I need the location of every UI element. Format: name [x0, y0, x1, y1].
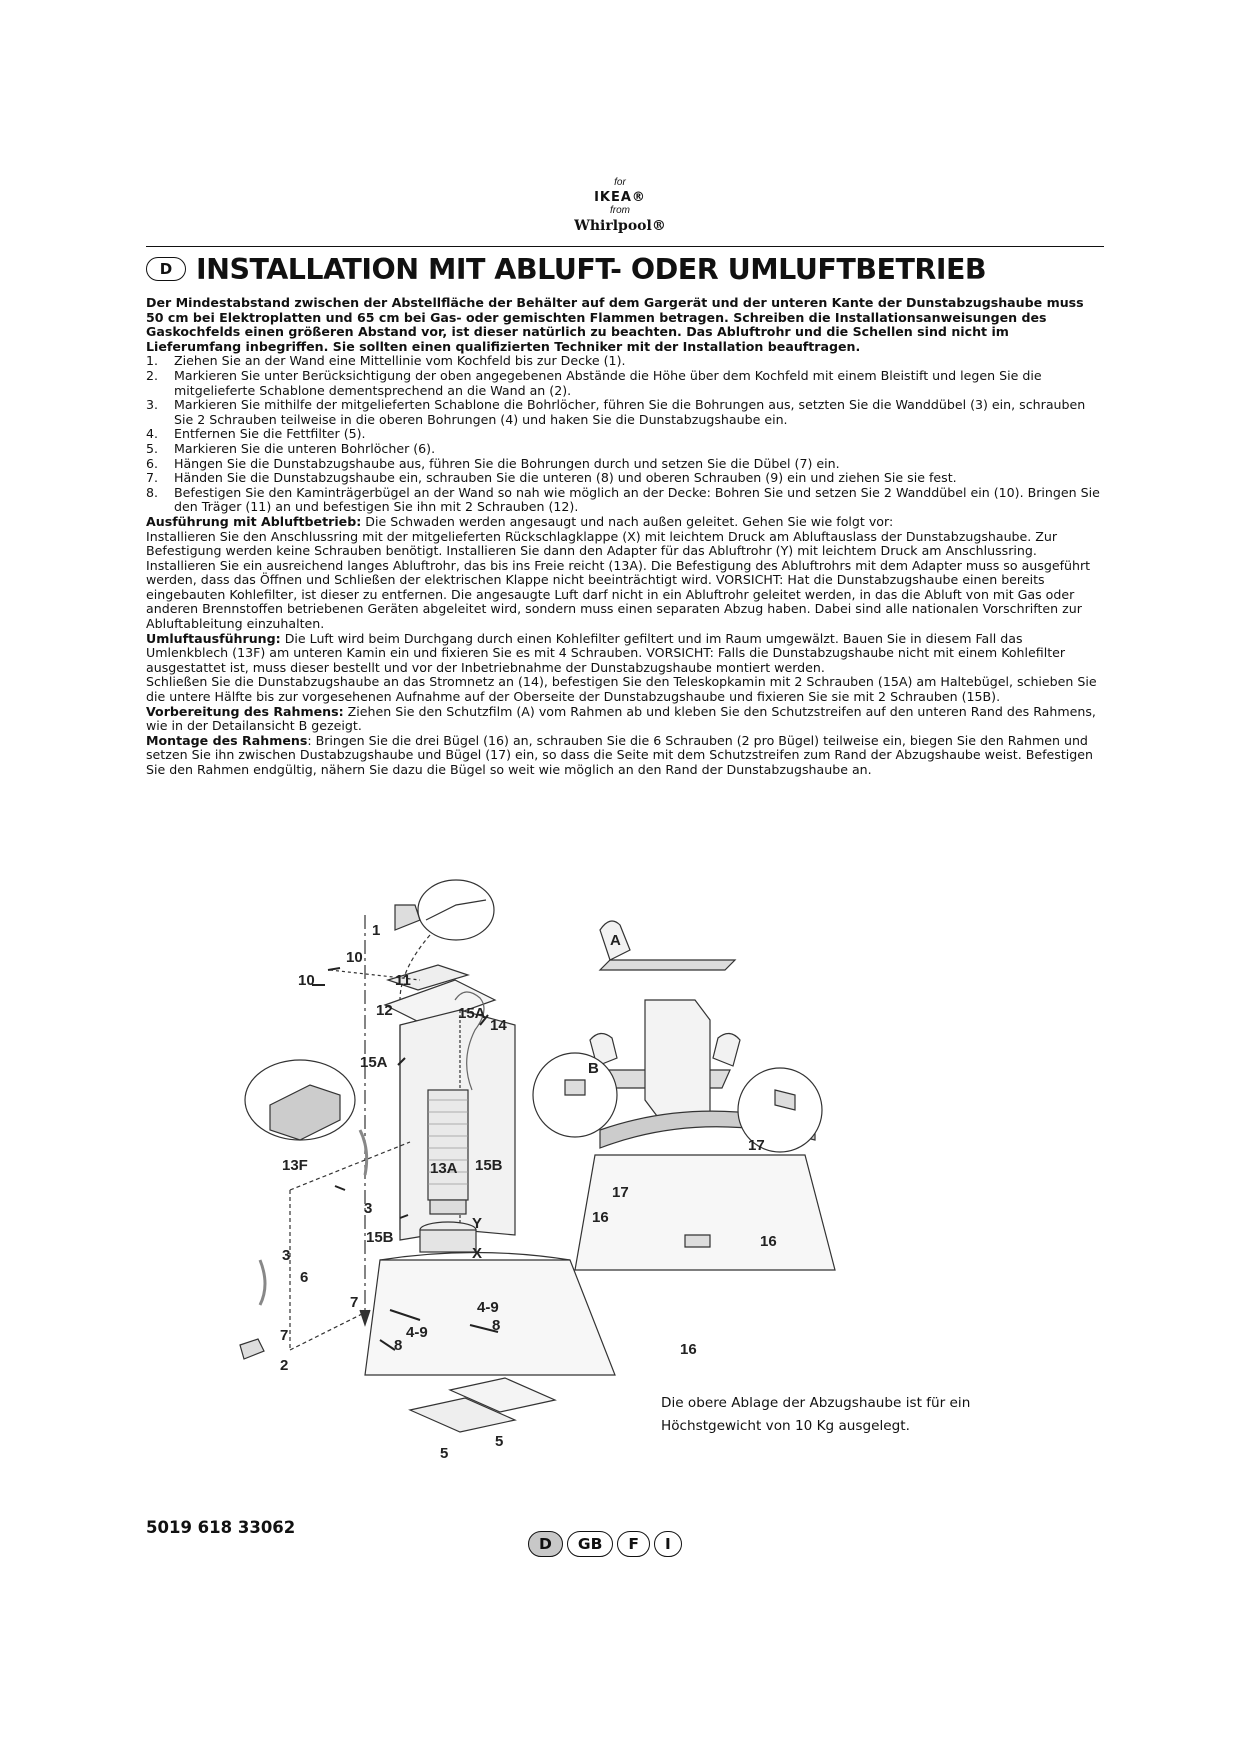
label: 15B [366, 1229, 394, 1246]
label: 16 [592, 1209, 609, 1226]
label: 13A [430, 1160, 458, 1177]
list-item: 5. Markieren Sie die unteren Bohrlöcher (6). [146, 440, 436, 456]
intro-paragraph: Der Mindestabstand zwischen der Abstellfläche der Behälter auf dem Gargerät und der unteren Kante der Dunstabzugshaube muss 50 cm bei Elektroplatten und 65 cm bei Gas- oder gemischten Flammen betragen. Schreiben die Installationsanweisungen des Gaskochfelds einen größeren Abstand vor, ist dieser natürlich zu beachten. Das Abluftrohr und die Schellen sind nicht im Lieferumfang inbegriffen. Sie sollten einen qualifizierten Techniker mit der Installation beauftragen. [146, 295, 1084, 354]
list-item: 6. Hängen Sie die Dunstabzugshaube aus, führen Sie die Bohrungen durch und setzen Sie die Dübel (7) ein. [146, 455, 840, 471]
brand-whirlpool: Whirlpool® [574, 218, 666, 234]
label: 5 [495, 1433, 504, 1450]
label: 16 [760, 1233, 777, 1250]
brand-for: for [614, 177, 626, 188]
connect-paragraph: Schließen Sie die Dunstabzugshaube an das Stromnetz an (14), befestigen Sie den Teleskopkamin mit 2 Schrauben (15A) am Haltebügel, schieben Sie die untere Hälfte bis zur vorgesehenen Aufnahme auf der Oberseite der Dunstabzugshaube und fixieren Sie sie mit 2 Schrauben (15B). [146, 674, 1097, 705]
hood-body [365, 1260, 615, 1375]
label: Y [472, 1215, 483, 1232]
label: 10 [298, 972, 315, 989]
duct-13a [428, 1090, 468, 1200]
label: X [472, 1245, 483, 1262]
product-code: 5019 618 33062 [146, 1518, 296, 1537]
language-selector [528, 1531, 682, 1557]
label: 6 [300, 1269, 309, 1286]
label: 15A [360, 1054, 388, 1071]
list-item: 2. Markieren Sie unter Berücksichtigung der oben angegebenen Abstände die Höhe über dem Kochfeld mit einem Bleistift und legen Sie die mitgelieferte Schablone dementsprechend an die Wand an (2). [146, 367, 1042, 398]
instructions-text [146, 296, 1104, 778]
umluft-lead: Umluftausführung: [146, 630, 281, 646]
brand-logo [560, 178, 680, 233]
label: 3 [282, 1247, 291, 1264]
abluft-body: Installieren Sie den Anschlussring mit der mitgelieferten Rückschlagklappe (X) mit leichtem Druck am Abluftauslass der Dunstabzugshaube. Zur Befestigung werden keine Schrauben benötigt. Installieren Sie dann den Adapter für das Abluftrohr (Y) mit leichtem Druck am Anschlussring. Installieren Sie ein ausreichend langes Abluftrohr, das bis ins Freie reicht (13A). Die Befestigung des Abluftrohrs mit dem Adapter muss so ausgeführt werden, dass das Öffnen und Schließen der elektrischen Klappe nicht beeinträchtigt wird. VORSICHT: Hat die Dunstabzugshaube einen bereits eingebauten Kohlefilter, ist dieser zu entfernen. Die angesaugte Luft darf nicht in ein Abluftrohr geleitet werden, in das die Abluft von mit Gas oder anderen Brennstoffen betriebenen Geräten abgeleitet wird, sondern muss einen separaten Abzug haben. Dabei sind alle nationalen Vorschriften zur Abluftableitung einzuhalten. [146, 528, 1091, 632]
label: 1 [372, 922, 381, 939]
brand-from: from [610, 205, 630, 216]
abluft-lead: Ausführung mit Abluftbetrieb: [146, 513, 362, 529]
label: 12 [376, 1002, 393, 1019]
language-tab-i[interactable]: I [654, 1531, 682, 1557]
list-item: 3. Markieren Sie mithilfe der mitgelieferten Schablone die Bohrlöcher, führen Sie die Bohrungen aus, setzten Sie die Wanddübel (3) ein, schrauben Sie 2 Schrauben teilweise in die oberen Bohrungen (4) und haken Sie die Dunstabzugshaube ein. [146, 397, 1086, 427]
list-item: 7. Händen Sie die Dunstabzugshaube ein, schrauben Sie die unteren (8) und oberen Schrauben (9) ein und ziehen Sie sie fest. [146, 470, 957, 486]
label: 8 [492, 1317, 501, 1334]
hand-top-icon [395, 905, 420, 930]
label: 7 [280, 1327, 289, 1344]
rahmen-prep-paragraph: Vorbereitung des Rahmens: Ziehen Sie den Schutzfilm (A) vom Rahmen ab und kleben Sie den Schutzstreifen auf den unteren Rand des Rahmens, wie in der Detailansicht B gezeigt. [146, 703, 1096, 734]
label: 15B [475, 1157, 503, 1174]
detail-zoom-circle [418, 880, 494, 940]
rahmen-mount-paragraph: Montage des Rahmens: Bringen Sie die drei Bügel (16) an, schrauben Sie die 6 Schrauben (2 pro Bügel) teilweise ein, biegen Sie den Rahmen und setzen Sie ihn zwischen Dustabzugshaube und Bügel (17) ein, so dass die Seite mit dem Schutzstreifen zum Rand der Abzugshaube weist. Befestigen Sie den Rahmen endgültig, nähern Sie dazu die Bügel so weit wie möglich an den Rand der Dunstabzugshaube an. [146, 732, 1094, 777]
hand-bottom-icon [240, 1339, 264, 1359]
list-item: 4. Entfernen Sie die Fettfilter (5). [146, 426, 366, 442]
label: 8 [394, 1337, 403, 1354]
label: 15A [458, 1005, 486, 1022]
weight-note: Die obere Ablage der Abzugshaube ist für ein Höchstgewicht von 10 Kg ausgelegt. [661, 1395, 971, 1434]
label: 16 [680, 1341, 697, 1358]
right-hood-body [575, 1155, 835, 1270]
page-title: INSTALLATION MIT ABLUFT- ODER UMLUFTBETRIEB [196, 252, 987, 286]
brand-ikea: IKEA® [594, 190, 646, 205]
installation-drawing [240, 880, 1140, 1470]
label: 5 [440, 1445, 449, 1462]
language-tab-f[interactable]: F [617, 1531, 650, 1557]
label: 17 [748, 1137, 765, 1154]
bracket-16-front [685, 1235, 710, 1247]
steps-list [146, 354, 1104, 515]
label: 10 [346, 949, 363, 966]
adapter-y [430, 1200, 466, 1214]
rahmen-mount-lead: Montage des Rahmens [146, 732, 308, 748]
label: 11 [395, 972, 411, 989]
header-divider [146, 246, 1104, 247]
label: 3 [364, 1200, 373, 1217]
list-item: 8. Befestigen Sie den Kaminträgerbügel an der Wand so nah wie möglich an der Decke: Bohren Sie und setzen Sie 2 Wanddübel ein (10). Bringen Sie den Träger (11) an und befestigen Sie ihn mit 2 Schrauben (12). [146, 484, 1100, 515]
language-badge: D [146, 257, 186, 281]
label: A [610, 932, 621, 949]
list-item: 1. Ziehen Sie an der Wand eine Mittellinie vom Kochfeld bis zur Decke (1). [146, 353, 626, 369]
label: 17 [612, 1184, 629, 1201]
right-chimney [645, 1000, 710, 1120]
label: 2 [280, 1357, 289, 1374]
label: 14 [490, 1017, 507, 1034]
language-tab-d[interactable]: D [528, 1531, 563, 1557]
language-tab-gb[interactable]: GB [567, 1531, 614, 1557]
umluft-paragraph: Umluftausführung: Die Luft wird beim Durchgang durch einen Kohlefilter gefiltert und im Raum umgewälzt. Bauen Sie in diesem Fall das Umlenkblech (13F) am unteren Kamin ein und fixieren Sie es mit 4 Schrauben. VORSICHT: Falls die Dunstabzugshaube nicht mit einem Kohlefilter ausgestattet ist, muss dieser bestellt und vor der Inbetriebnahme der Dunstabzugshaube montiert werden. [146, 630, 1066, 675]
rahmen-prep-lead: Vorbereitung des Rahmens: [146, 703, 344, 719]
abluft-paragraph: Ausführung mit Abluftbetrieb: Die Schwaden werden angesaugt und nach außen geleitet. Gehen Sie wie folgt vor: [146, 513, 894, 529]
page-header [146, 250, 1106, 288]
installation-diagram [240, 880, 1140, 1470]
label: B [588, 1060, 599, 1077]
protective-strip-a [600, 960, 735, 970]
label: 4-9 [406, 1324, 428, 1341]
label: 13F [282, 1157, 308, 1174]
label: 7 [350, 1294, 359, 1311]
label: 4-9 [477, 1299, 499, 1316]
